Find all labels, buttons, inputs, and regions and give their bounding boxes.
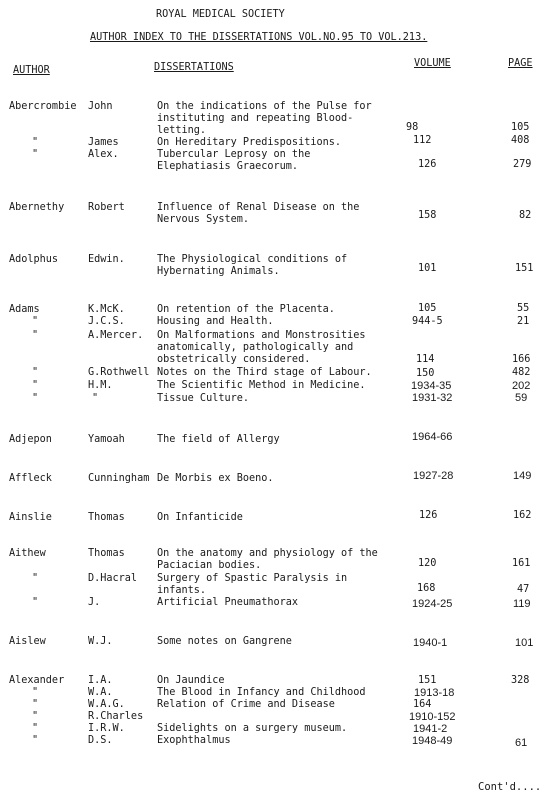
volume-number: 164 (413, 699, 432, 710)
dissertation-title-line: instituting and repeating Blood- (157, 113, 354, 124)
author-forename: Yamoah (88, 434, 125, 445)
volume-number: 1941-2 (413, 723, 448, 735)
volume-number: 158 (418, 210, 437, 221)
dissertation-title-line: On the anatomy and physiology of the (157, 548, 378, 559)
author-forename: A.Mercer. (88, 330, 144, 341)
ditto-mark: " (32, 597, 39, 608)
author-forename: James (88, 137, 119, 148)
author-forename: I.R.W. (88, 723, 125, 734)
author-surname: Ainslie (9, 512, 52, 523)
author-forename: I.A. (88, 675, 113, 686)
volume-number: 1927-28 (413, 470, 454, 482)
dissertation-title-line: infants. (157, 585, 207, 596)
page-number: 82 (519, 210, 532, 221)
author-surname: Adolphus (9, 254, 59, 265)
author-surname: Abercrombie (9, 101, 77, 112)
volume-number: 168 (417, 583, 436, 594)
dissertation-title-line: Hybernating Animals. (157, 266, 280, 277)
column-header-dissertations: DISSERTATIONS (154, 62, 234, 73)
dissertation-title-line: On Hereditary Predispositions. (157, 137, 342, 148)
volume-number: 1964-66 (412, 431, 453, 443)
author-forename: Edwin. (88, 254, 125, 265)
dissertation-title-line: Some notes on Gangrene (157, 636, 292, 647)
author-forename: D.Hacral (88, 573, 138, 584)
author-forename: W.J. (88, 636, 113, 647)
author-surname: Affleck (9, 473, 52, 484)
page-number: 21 (517, 316, 530, 327)
column-header-volume: VOLUME (414, 58, 451, 69)
ditto-mark: " (32, 367, 39, 378)
volume-number: 126 (419, 510, 438, 521)
ditto-mark: " (32, 380, 39, 391)
page-number: 328 (511, 675, 530, 686)
volume-number: 1924-25 (412, 598, 453, 610)
author-forename: W.A.G. (88, 699, 125, 710)
author-surname: Aislew (9, 636, 46, 647)
page-number: 202 (512, 380, 531, 392)
author-forename: John (88, 101, 113, 112)
volume-number: 105 (418, 303, 437, 314)
author-forename: Cunningham (88, 473, 150, 484)
dissertation-title-line: De Morbis ex Boeno. (157, 473, 274, 484)
ditto-mark: " (32, 330, 39, 341)
author-forename: H.M. (88, 380, 113, 391)
dissertation-title-line: anatomically, pathologically and (157, 342, 354, 353)
dissertation-title-line: The Physiological conditions of (157, 254, 348, 265)
volume-number: 112 (413, 135, 432, 146)
author-forename: J.C.S. (88, 316, 125, 327)
ditto-mark: " (32, 699, 39, 710)
dissertation-title-line: Notes on the Third stage of Labour. (157, 367, 372, 378)
dissertation-title-line: Artificial Pneumathorax (157, 597, 299, 608)
author-surname: Adams (9, 304, 40, 315)
page-number: 61 (515, 737, 528, 749)
dissertation-title-line: Influence of Renal Disease on the (157, 202, 360, 213)
page-number: 279 (513, 159, 532, 170)
volume-number: 1931-32 (412, 392, 453, 404)
ditto-mark: " (32, 573, 39, 584)
dissertation-title-line: Relation of Crime and Disease (157, 699, 335, 710)
page-number: 161 (512, 558, 531, 569)
dissertation-title-line: On Infanticide (157, 512, 243, 523)
page-number: 59 (515, 392, 528, 404)
dissertation-title-line: letting. (157, 125, 207, 136)
volume-number: 114 (416, 354, 435, 365)
page-number: 105 (511, 122, 530, 133)
volume-number: 120 (418, 558, 437, 569)
dissertation-title-line: The Scientific Method in Medicine. (157, 380, 366, 391)
author-forename: Thomas (88, 548, 125, 559)
volume-number: 126 (418, 159, 437, 170)
page-number: 408 (511, 135, 530, 146)
dissertation-title-line: Paciacian bodies. (157, 560, 262, 571)
dissertation-title-line: On Malformations and Monstrosities (157, 330, 366, 341)
dissertation-title-line: On Jaundice (157, 675, 225, 686)
author-forename: G.Rothwell (88, 367, 150, 378)
ditto-mark: " (32, 723, 39, 734)
author-surname: Aithew (9, 548, 46, 559)
author-forename: Thomas (88, 512, 125, 523)
page-number: 55 (517, 303, 530, 314)
ditto-mark: " (32, 711, 39, 722)
author-forename: D.S. (88, 735, 113, 746)
ditto-mark: " (32, 149, 39, 160)
dissertation-title-line: Housing and Health. (157, 316, 274, 327)
author-forename: K.McK. (88, 304, 125, 315)
page-number: 101 (515, 637, 534, 649)
ditto-mark: " (32, 316, 39, 327)
author-surname: Alexander (9, 675, 65, 686)
dissertation-title-line: Nervous System. (157, 214, 250, 225)
ditto-mark: " (32, 687, 39, 698)
volume-number: 1910-152 (409, 711, 456, 723)
page-number: 149 (513, 470, 532, 482)
volume-number: 151 (418, 675, 437, 686)
author-forename: J. (88, 597, 101, 608)
page-title: ROYAL MEDICAL SOCIETY (156, 9, 285, 20)
ditto-mark: " (32, 393, 39, 404)
ditto-mark: " (32, 735, 39, 746)
ditto-mark: " (92, 393, 99, 404)
author-forename: W.A. (88, 687, 113, 698)
page-number: 119 (513, 598, 531, 610)
volume-number: 101 (418, 263, 437, 274)
volume-number: 944-5 (412, 316, 443, 327)
page-number: 151 (515, 263, 534, 274)
volume-number: 150 (416, 368, 435, 379)
dissertation-title-line: Tissue Culture. (157, 393, 250, 404)
page-number: 482 (512, 367, 531, 378)
author-forename: R.Charles (88, 711, 144, 722)
continued-note: Cont'd.... (478, 781, 542, 793)
dissertation-title-line: Exophthalmus (157, 735, 231, 746)
volume-number: 1948-49 (412, 735, 453, 747)
ditto-mark: " (32, 137, 39, 148)
volume-number: 1913-18 (414, 687, 455, 699)
dissertation-title-line: On retention of the Placenta. (157, 304, 335, 315)
dissertation-title-line: Elephatiasis Graecorum. (157, 161, 299, 172)
page-number: 47 (517, 584, 530, 595)
author-surname: Adjepon (9, 434, 52, 445)
page-number: 166 (512, 354, 531, 365)
page-number: 162 (513, 510, 532, 521)
dissertation-title-line: Tubercular Leprosy on the (157, 149, 311, 160)
volume-number: 98 (406, 122, 419, 133)
volume-number: 1940-1 (413, 637, 448, 649)
volume-number: 1934-35 (411, 380, 452, 392)
column-header-page: PAGE (508, 58, 533, 69)
dissertation-title-line: The field of Allergy (157, 434, 280, 445)
page-subtitle: AUTHOR INDEX TO THE DISSERTATIONS VOL.NO.95 TO VOL.213. (90, 32, 428, 43)
author-forename: Robert (88, 202, 125, 213)
dissertation-title-line: The Blood in Infancy and Childhood (157, 687, 366, 698)
author-forename: Alex. (88, 149, 119, 160)
dissertation-title-line: Surgery of Spastic Paralysis in (157, 573, 348, 584)
dissertation-title-line: obstetrically considered. (157, 354, 311, 365)
column-header-author: AUTHOR (13, 65, 50, 76)
dissertation-title-line: Sidelights on a surgery museum. (157, 723, 348, 734)
author-surname: Abernethy (9, 202, 65, 213)
dissertation-title-line: On the indications of the Pulse for (157, 101, 372, 112)
